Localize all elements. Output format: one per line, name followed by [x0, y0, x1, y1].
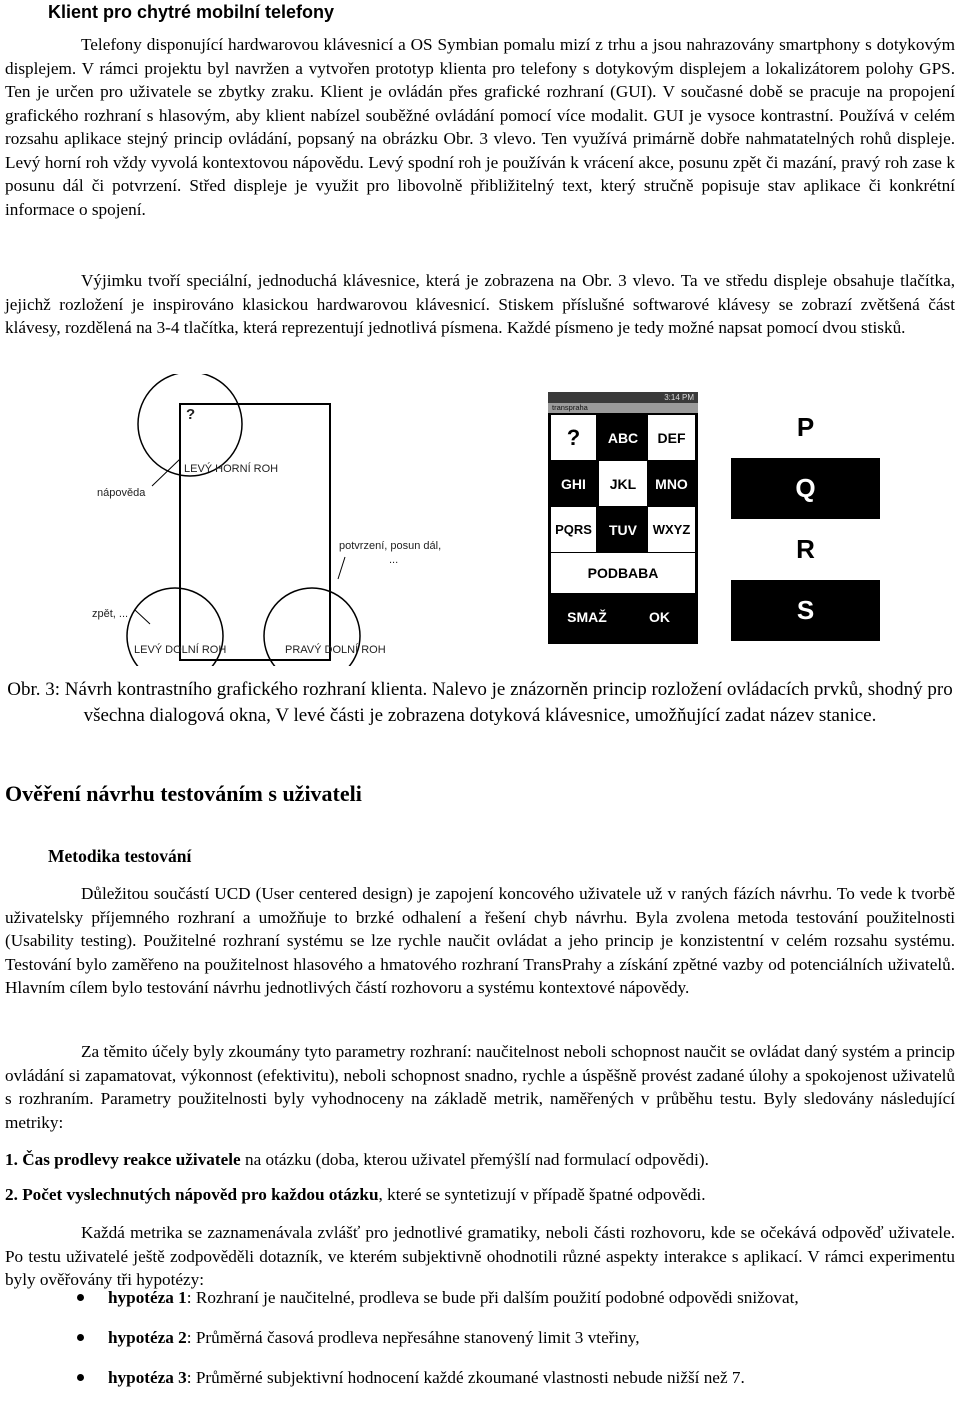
- paragraph-2: [5, 269, 955, 340]
- paragraph-2-text: Výjimku tvoří speciální, jednoduchá klávesnice, která je zobrazena na Obr. 3 vlevo. Ta ve středu displeje obsahuje tlačítka, jejichž rozložení je inspirováno klasickou hardwarovou klávesnicí. Stiskem příslušné softwarové klávesy se zobrazí zvětšená část klávesy, rozdělená na 3-4 tlačítka, která reprezentují jednotlivá písmena. Každé písmeno je tedy možné napsat pomocí dvou stisků.: [5, 271, 955, 337]
- label-confirm-more: ...: [389, 554, 399, 566]
- metric-1-name: 1. Čas prodlevy reakce uživatele: [5, 1150, 241, 1169]
- metric-2: [5, 1185, 955, 1205]
- hypothesis-name: hypotéza 3: [108, 1368, 187, 1387]
- metric-2-name: 2. Počet vyslechnutých nápověd pro každou otázku: [5, 1185, 379, 1204]
- hypotheses-list: [0, 1278, 960, 1398]
- label-help: nápověda: [97, 487, 146, 499]
- letter-button-r[interactable]: R: [731, 519, 880, 580]
- figure-phone-keypad: [548, 392, 698, 644]
- metric-1: [5, 1150, 955, 1170]
- hypothesis-name: hypotéza 1: [108, 1288, 187, 1307]
- list-item: [0, 1278, 960, 1318]
- key-space-podbaba[interactable]: PODBABA: [551, 553, 695, 593]
- key-def[interactable]: DEF: [648, 415, 695, 460]
- label-bottom-right-corner: PRAVÝ DOLNÍ ROH: [285, 644, 386, 656]
- label-top-left-corner: LEVÝ HORNÍ ROH: [184, 463, 279, 475]
- hypothesis-text: : Rozhraní je naučitelné, prodleva se bude při dalším použití podobné odpovědi snižovat,: [186, 1288, 799, 1307]
- paragraph-4: [5, 1040, 955, 1134]
- key-delete[interactable]: SMAŽ: [551, 594, 623, 640]
- paragraph-3: [5, 882, 955, 1000]
- figure-caption: Obr. 3: Návrh kontrastního grafického rozhraní klienta. Nalevo je znázorněn princip rozložení ovládacích prvků, shodný pro všechna dialogová okna, V levé části je zobrazena dotyková klávesnice, umožňující zadat název stanice.: [7, 679, 953, 726]
- section-2-heading: Ověření návrhu testováním s uživateli: [5, 781, 362, 806]
- figure-control-layout: [80, 374, 500, 666]
- key-ghi[interactable]: GHI: [551, 461, 596, 506]
- key-jkl[interactable]: JKL: [599, 461, 647, 506]
- paragraph-4-text: Za těmito účely byly zkoumány tyto parametry rozhraní: naučitelnost neboli schopnost naučit se ovládat daný systém a princip ovládání si zapamatovat, výkonnost (efektivitu), neboli schopnost snadno, rychle a úspěšně provést zadané úlohy a spokojenost uživatelů s rozhraním. Parametry použitelnosti byly vyhodnoceny na základě metrik, naměřených v průběhu testu. Byly sledovány následující metriky:: [5, 1042, 955, 1132]
- label-confirm: potvrzení, posun dál,: [339, 540, 442, 552]
- key-tuv[interactable]: TUV: [599, 507, 647, 552]
- control-layout-diagram: [80, 374, 500, 666]
- key-mno[interactable]: MNO: [648, 461, 695, 506]
- paragraph-1: [5, 33, 955, 221]
- subsection-heading: Metodika testování: [48, 846, 192, 866]
- help-symbol: ?: [186, 406, 196, 423]
- key-pqrs[interactable]: PQRS: [551, 507, 596, 552]
- paragraph-5-text: Každá metrika se zaznamenávala zvlášť pro jednotlivé gramatiky, neboli části rozhovoru, kde se očekává odpověď uživatele. Po testu uživatelé ještě zodpověděli dotazník, ve kterém subjektivně ohodnotili různé aspekty interakce s aplikací. V rámci experimentu byly ověřovány tři hypotézy:: [5, 1223, 955, 1289]
- phone-time: 3:14 PM: [664, 393, 694, 402]
- bullet-icon: [77, 1374, 84, 1381]
- list-item: [0, 1358, 960, 1398]
- figure-enlarged-key: [731, 397, 880, 641]
- paragraph-1-text: Telefony disponující hardwarovou klávesnicí a OS Symbian pomalu mizí z trhu a jsou nahrazovány smartphony s dotykovým displejem. V rámci projektu byl navržen a vytvořen prototyp klienta pro telefony s dotykovým displejem a lokalizátorem polohy GPS. Ten je určen pro uživatele se zbytky zraku. Klient je ovládán přes grafické rozhraní (GUI). V současné době se pracuje na propojení grafického rozhraní s hlasovým, aby klient nabízel souběžné ovládání pomocí více modalit. GUI je vysoce kontrastní. Používá v celém rozsahu aplikace stejný princip ovládání, popsaný na obrázku Obr. 3 vlevo. Ten využívá primárně dobře nahmatatelných rohů displeje. Levý horní roh vždy vyvolá kontextovou nápovědu. Levý spodní roh je používán k vrácení akce, posunu zpět či mazání, pravý roh zase k posunu dál či potvrzení. Střed displeje je využit pro libovolně přibližitelný text, který stručně popisuje stav aplikace či konkrétní informace o spojení.: [5, 35, 955, 219]
- section-heading: Klient pro chytré mobilní telefony: [48, 2, 335, 22]
- key-ok[interactable]: OK: [624, 594, 695, 640]
- label-back: zpět, ...: [92, 608, 129, 620]
- letter-button-s[interactable]: S: [731, 580, 880, 641]
- paragraph-3-text: Důležitou součástí UCD (User centered design) je zapojení koncového uživatele už v raných fázích návrhu. To vede k tvorbě uživatelsky příjemného rozhraní a umožňuje to brzké odhalení a řešení chyb návrhu. Byla zvolena metoda testování použitelnosti (Usability testing). Použitelné rozhraní systému se lze rychle naučit ovládat a jeho princip je konzistentní v celém rozsahu systému. Testování bylo zaměřeno na použitelnost hlasového a hmatového rozhraní TransPrahy a získání zpětné vazby od potenciálních uživatelů. Hlavním cílem bylo testování návrhu jednotlivých částí rozhovoru a systému kontextové nápovědy.: [5, 884, 955, 997]
- hypothesis-text: : Průměrné subjektivní hodnocení každé zkoumané vlastnosti nebude nižší než 7.: [186, 1368, 745, 1387]
- key-wxyz[interactable]: WXYZ: [648, 507, 695, 552]
- metric-1-desc: na otázku (doba, kterou uživatel přemýšlí nad formulací odpovědi).: [240, 1150, 709, 1169]
- label-bottom-left-corner: LEVÝ DOLNÍ ROH: [134, 644, 227, 656]
- bullet-icon: [77, 1294, 84, 1301]
- key-abc[interactable]: ABC: [599, 415, 647, 460]
- letter-button-p[interactable]: P: [731, 397, 880, 458]
- list-item: [0, 1318, 960, 1358]
- key-help[interactable]: ?: [551, 415, 596, 460]
- letter-button-q[interactable]: Q: [731, 458, 880, 519]
- metric-2-desc: , které se syntetizují v případě špatné odpovědi.: [378, 1185, 706, 1204]
- bullet-icon: [77, 1334, 84, 1341]
- phone-status-bar: [548, 392, 698, 403]
- hypothesis-text: : Průměrná časová prodleva nepřesáhne stanovený limit 3 vteřiny,: [186, 1328, 640, 1347]
- phone-app-title: transpraha: [548, 403, 698, 413]
- hypothesis-name: hypotéza 2: [108, 1328, 187, 1347]
